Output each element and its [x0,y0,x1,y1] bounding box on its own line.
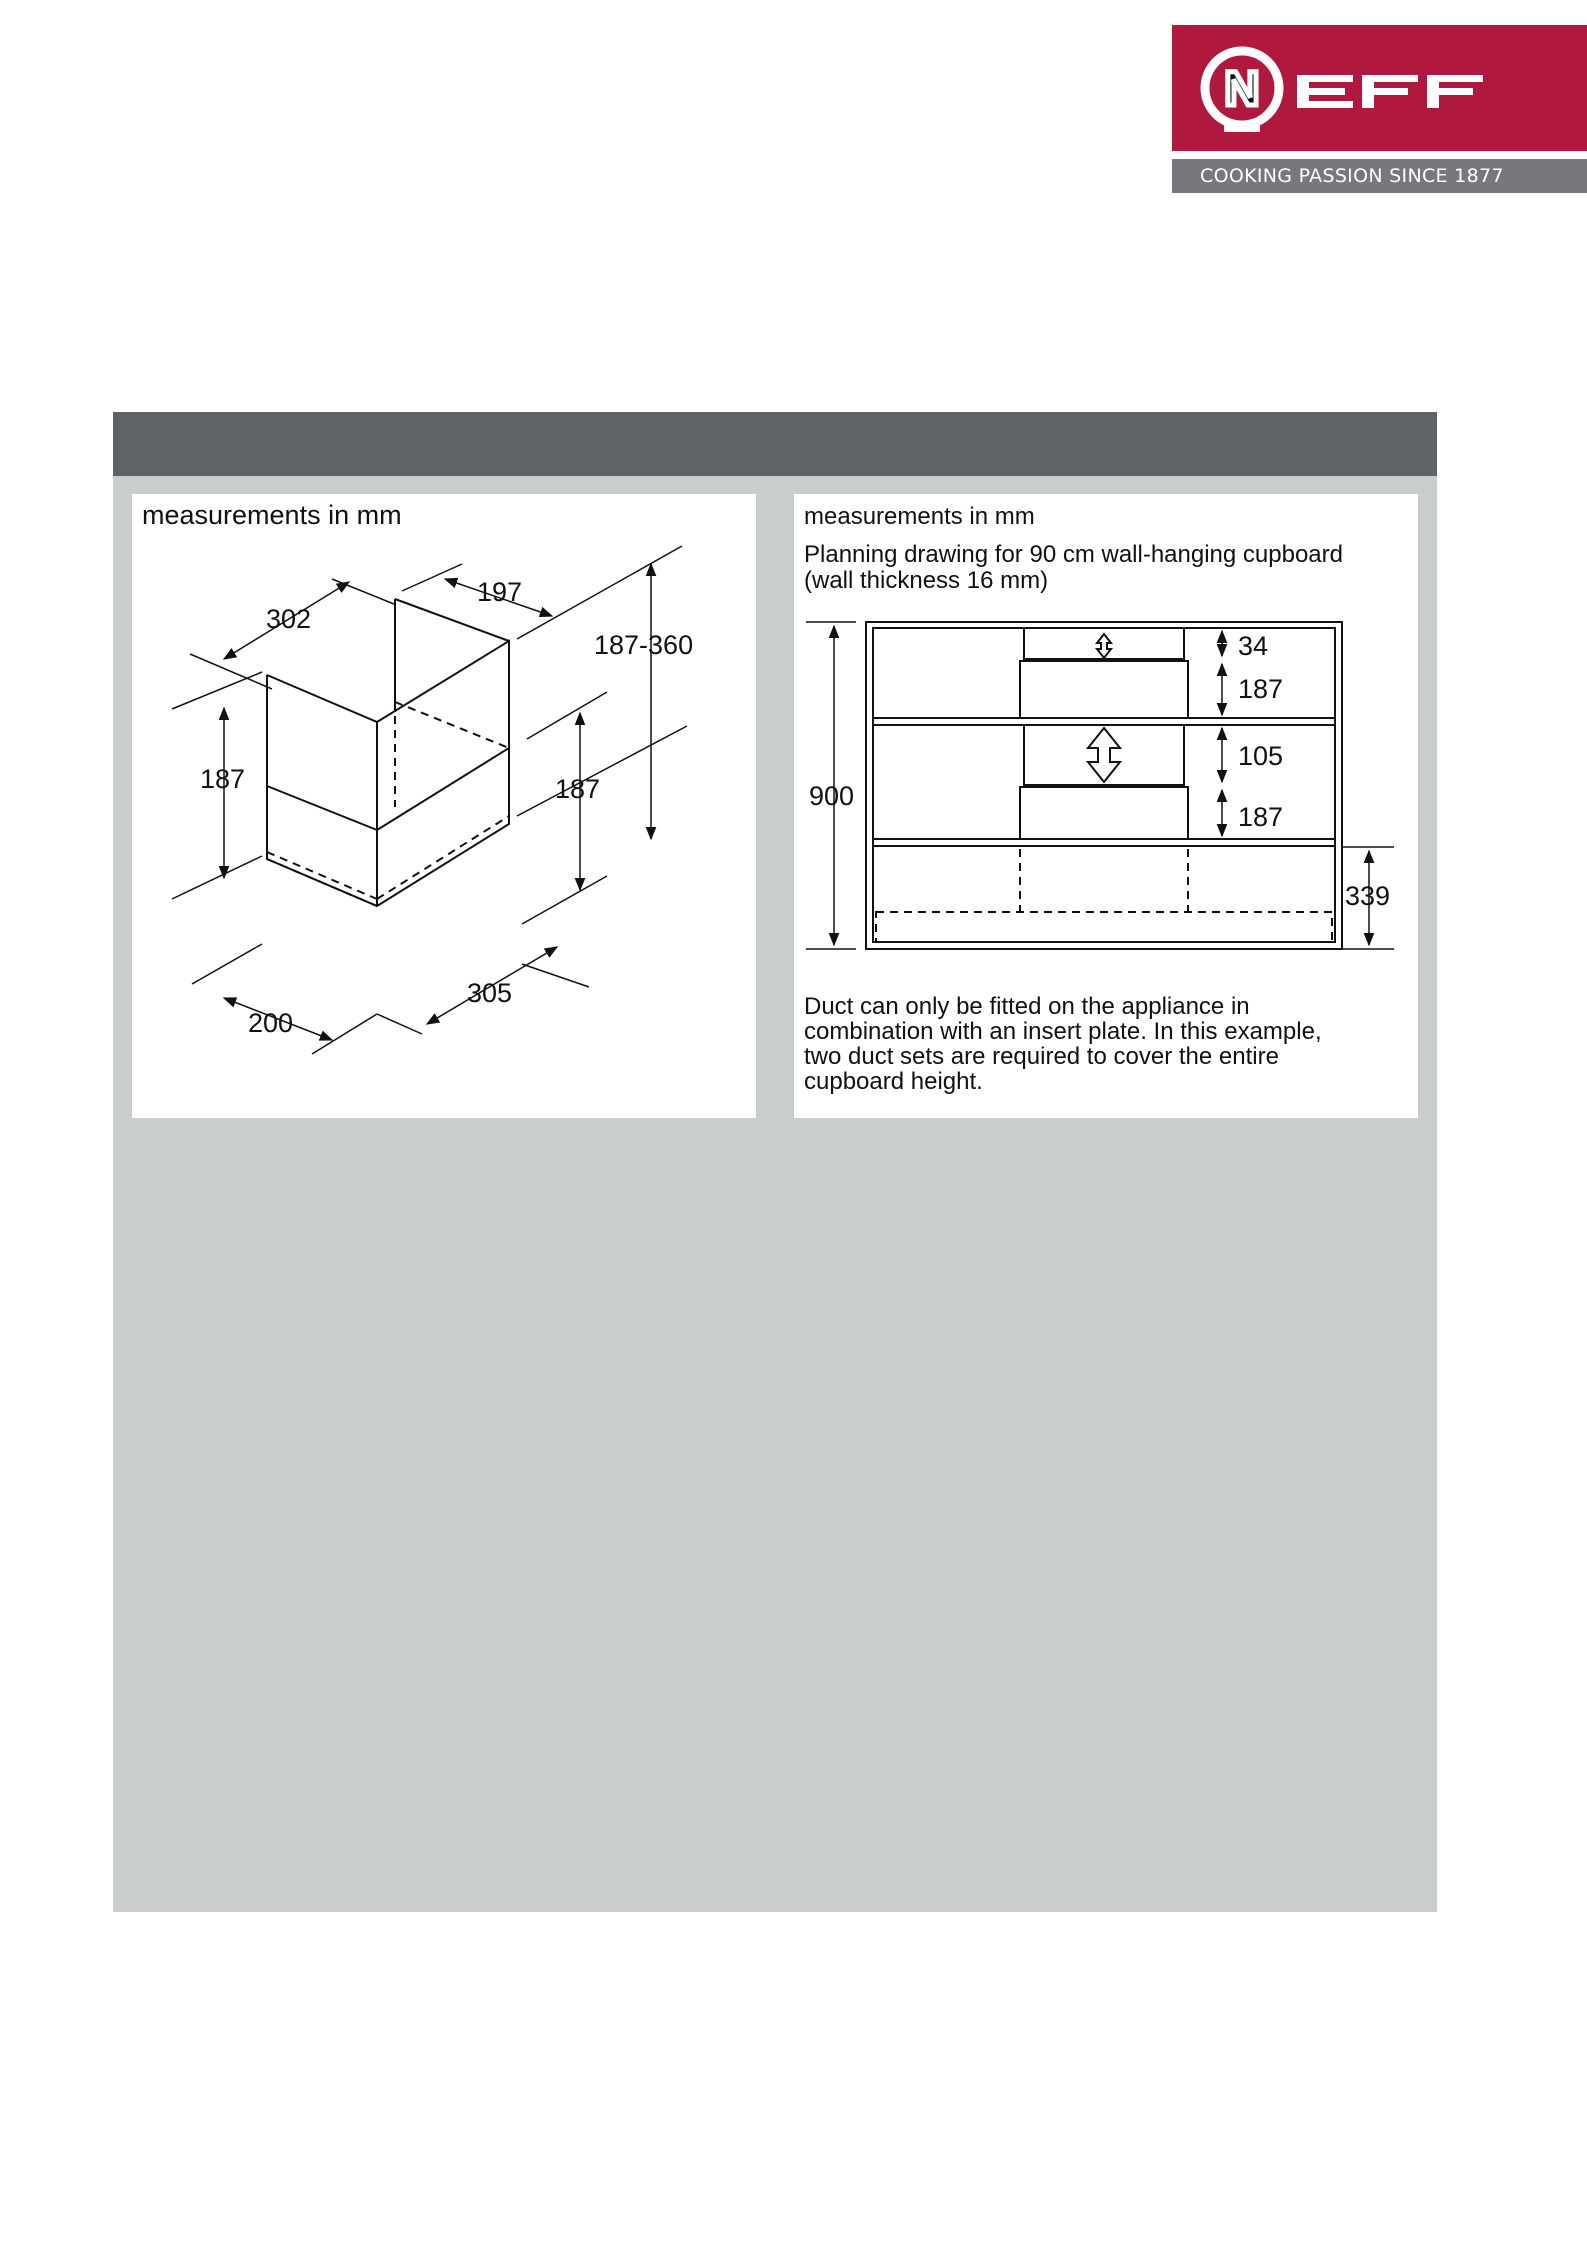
dim-depth-top: 302 [266,604,312,634]
dim-duct-2: 187 [1238,802,1284,832]
duct-isometric-svg [132,494,756,1118]
dim-gap-mid: 105 [1238,741,1284,771]
dim-height-range: 187-360 [594,630,694,660]
panel-header-bar [113,412,1437,476]
extension-lines [172,546,687,1054]
drawing-left-title: measurements in mm [142,500,402,530]
dim-gap-top: 34 [1238,631,1269,661]
dim-height-left: 187 [200,764,246,794]
drawing-right-subtitle-1: Planning drawing for 90 cm wall-hanging cupboard [804,541,1343,568]
dim-height-right: 187 [555,774,601,804]
brand-tagline: COOKING PASSION SINCE 1877 [1172,159,1587,193]
drawing-right-title: measurements in mm [804,503,1035,530]
cupboard-outline [866,622,1342,949]
adjust-arrow-small-icon [1097,634,1111,658]
note-line-4: cupboard height. [804,1068,983,1095]
dim-width-bottom: 305 [467,978,513,1008]
duct-dimension-drawing [132,494,756,1118]
adjustment-arrow-icons [1088,634,1120,782]
dim-total-height: 900 [809,781,855,811]
note-line-3: two duct sets are required to cover the entire [804,1043,1279,1070]
adjust-arrow-large-icon [1088,728,1120,782]
dim-depth-bottom: 200 [248,1008,294,1038]
note-line-1: Duct can only be fitted on the appliance in [804,993,1250,1020]
logo-letter-n: N [1224,63,1260,116]
duct-outline [267,599,509,906]
dimension-labels [200,577,693,1038]
dim-duct-1: 187 [1238,674,1284,704]
fitting-note [804,993,1322,1095]
drawing-right-subtitle-2: (wall thickness 16 mm) [804,567,1049,594]
neff-logo [1172,25,1587,151]
dim-width-top: 197 [477,577,523,607]
neff-logo-mark [1172,25,1587,151]
note-line-2: combination with an insert plate. In this example, [804,1018,1322,1045]
cupboard-plan-svg [794,494,1418,1118]
dim-bottom: 339 [1345,881,1391,911]
cupboard-hidden-lines [876,849,1332,942]
cupboard-planning-drawing [794,494,1418,1118]
